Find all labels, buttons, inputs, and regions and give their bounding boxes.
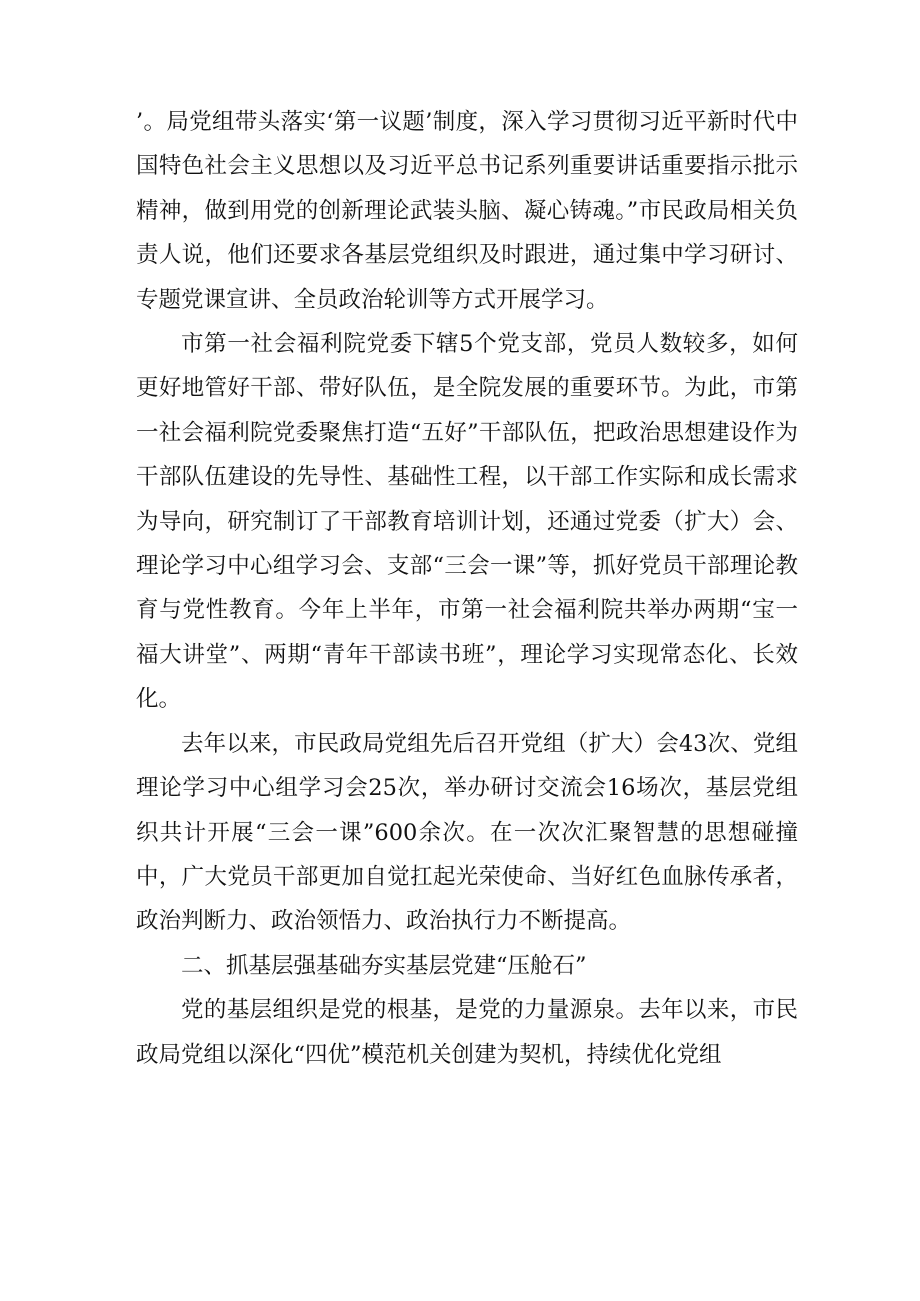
paragraph-statistics: 去年以来，市民政局党组先后召开党组（扩大）会43次、党组理论学习中心组学习会25次，举办研讨交流会16场次，基层党组织共计开展“三会一课”600余次。在一次次汇聚智慧的思想碰撞中，广大党员干部更加自觉扛起光荣使命、当好红色血脉传承者，政治判断力、政治领悟力、政治执行力不断提高。 xyxy=(136,730,798,935)
paragraph-welfare-institute: 市第一社会福利院党委下辖5个党支部，党员人数较多，如何更好地管好干部、带好队伍，是全院发展的重要环节。为此，市第一社会福利院党委聚焦打造“五好”干部队伍，把政治思想建设作为干部队伍建设的先导性、基础性工程，以干部工作实际和成长需求为导向，研究制订了干部教育培训计划，还通过党委（扩大）会、理论学习中心组学习会、支部“三会一课”等，抓好党员干部理论教育与党性教育。今年上半年，市第一社会福利院共举办两期“宝一福大讲堂”、两期“青年干部读书班”，理论学习实现常态化、长效化。 xyxy=(136,331,798,713)
paragraph-grassroots: 党的基层组织是党的根基，是党的力量源泉。去年以来，市民政局党组以深化“四优”模范机关创建为契机，持续优化党组 xyxy=(136,997,798,1068)
paragraph-continuation: ’。局党组带头落实‘第一议题’制度，深入学习贯彻习近平新时代中国特色社会主义思想以及习近平总书记系列重要讲话重要指示批示精神，做到用党的创新理论武装头脑、凝心铸魂。”市民政局相关负责人说，他们还要求各基层党组织及时跟进，通过集中学习研讨、专题党课宣讲、全员政治轮训等方式开展学习。 xyxy=(136,109,798,313)
section-heading: 二、抓基层强基础夯实基层党建“压舱石” xyxy=(181,952,587,979)
document-body xyxy=(136,100,798,1077)
